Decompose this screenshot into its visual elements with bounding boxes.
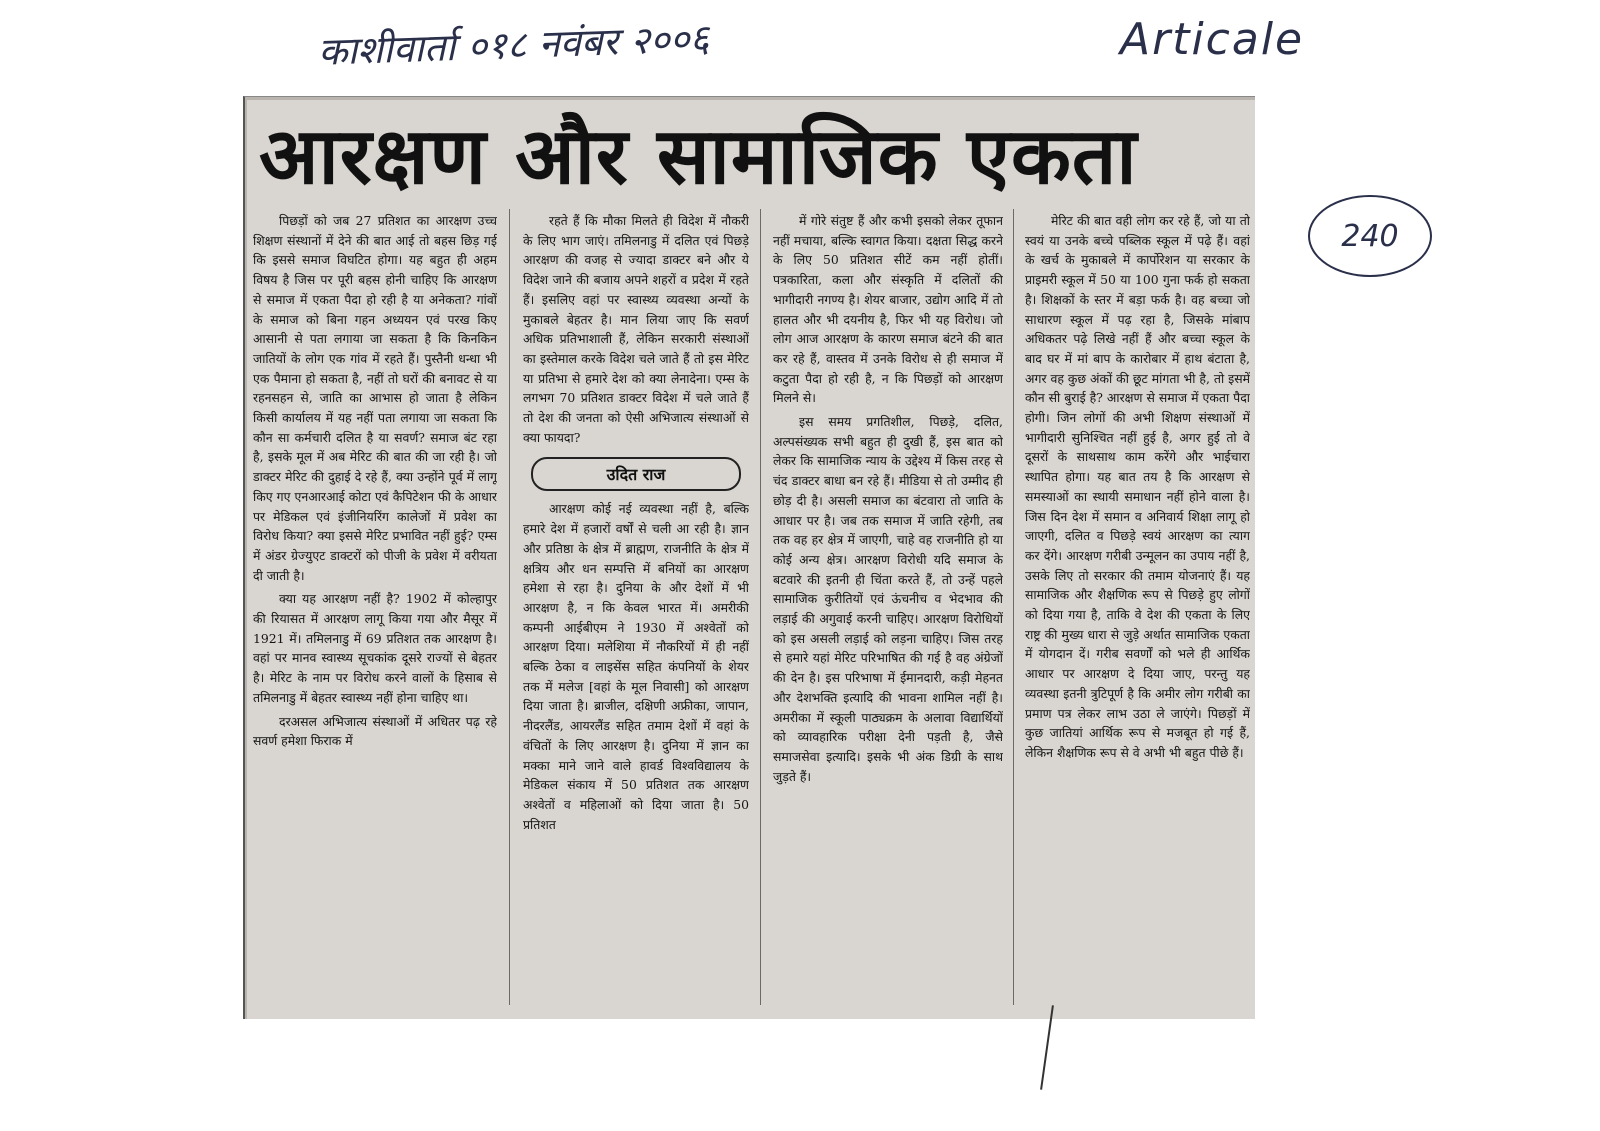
paragraph: इस समय प्रगतिशील, पिछड़े, दलित, अल्पसंख्यक सभी बहुत ही दुखी हैं, इस बात को लेकर कि सामाजिक न्याय के उद्देश्य में किस तरह से चंद डाक्टर बाधा बन रहे हैं। मीडिया से तो उम्मीद ही छोड़ दी है। असली समाज का बंटवारा तो जाति के आधार पर है। जब तक समाज में जाति रहेगी, तब तक वह हर क्षेत्र में जाएगी, चाहे वह राजनीति हो या कोई अन्य क्षेत्र। आरक्षण विरोधी यदि समाज के बटवारे की इतनी ही चिंता करते हैं, तो उन्हें पहले सामाजिक कुरीतियों एवं ऊंचनीच व भेदभाव की लड़ाई की अगुवाई करनी चाहिए। आरक्षण विरोधियों को इस असली लड़ाई को लड़ना चाहिए। जिस तरह से हमारे यहां मेरिट परिभाषित की गई है वह अंग्रेजों की देन है। इस परिभाषा में ईमानदारी, कड़ी मेहनत और देशभक्ति इत्यादि की भावना शामिल नहीं है। अमरीका में स्कूली पाठ्यक्रम के अलावा विद्यार्थियों को व्यावहारिक परीक्षा देनी पड़ती है, जैसे समाजसेवा इत्यादि। इसके भी अंक डिग्री के साथ जुड़ते हैं। (773, 414, 1003, 784)
newspaper-clipping (243, 96, 1255, 1019)
paragraph: रहते हैं कि मौका मिलते ही विदेश में नौकरी के लिए भाग जाएं। तमिलनाडु में दलित एवं पिछड़े आरक्षण की वजह से ज्यादा डाक्टर बने और ये विदेश जाने की बजाय अपने शहरों व प्रदेश में रहते हैं। इसलिए वहां पर स्वास्थ्य व्यवस्था अन्यों के मुकाबले बेहतर है। मान लिया जाए कि सवर्ण अधिक प्रतिभाशाली हैं, लेकिन सरकारी संस्थाओं का इस्तेमाल करके विदेश चले जाते हैं तो इस मेरिट या प्रतिभा से हमारे देश को क्या लेनादेना। एम्स के लगभग 70 प्रतिशत डाक्टर विदेश में चले जाते हैं तो देश की जनता को ऐसी अभिजात्य संस्थाओं से क्या फायदा? (523, 213, 749, 445)
paragraph: क्या यह आरक्षण नहीं है? 1902 में कोल्हापुर की रियासत में आरक्षण लागू किया गया और मैसूर में 1921 में। तमिलनाडु में 69 प्रतिशत तक आरक्षण है। वहां पर मानव स्वास्थ्य सूचकांक दूसरे राज्यों से बेहतर है। मेरिट के नाम पर विरोध करने वालों के हिसाब से तमिलनाडु में बेहतर स्वास्थ्य नहीं होना चाहिए था। (253, 591, 497, 705)
paragraph: पिछड़ों को जब 27 प्रतिशत का आरक्षण उच्च शिक्षण संस्थानों में देने की बात आई तो बहस छिड़ गई कि इससे समाज विघटित होगा। यह बहुत ही अहम विषय है जिस पर पूरी बहस होनी चाहिए कि आरक्षण से समाज में एकता पैदा हो रही है या अनेकता? गांवों के समाज को बिना गहन अध्ययन एवं परख किए आसानी से पता लगाया जा सकता है कि किनकिन जातियों के लोग एक गांव में रहते हैं। पुस्तैनी धन्धा भी एक पैमाना हो सकता है, नहीं तो घरों की बनावट से या रहनसहन से, जाति का आभास हो जाता है लेकिन किसी कार्यालय में यह नहीं पता लगाया जा सकता कि कौन सा कर्मचारी दलित है या सवर्ण? समाज बंट रहा है, इसके मूल में अब मेरिट की बात की जा रही है। जो डाक्टर मेरिट की दुहाई दे रहे हैं, क्या उन्होंने पूर्व में लागू किए गए एनआरआई कोटा एवं कैपिटेशन फी के आधार पर मेडिकल एवं इंजीनियरिंग कालेजों में प्रवेश का विरोध किया? क्या इससे मेरिट प्रभावित नहीं हुई? एम्स में अंडर ग्रेज्युएट डाक्टरों को पीजी के प्रवेश में वरीयता दी जाती है। (253, 213, 497, 583)
article-column-1 (253, 211, 497, 1003)
article-headline: आरक्षण और सामाजिक एकता (259, 112, 1138, 202)
article-column-4 (1025, 211, 1250, 1003)
paragraph: दरअसल अभिजात्य संस्थाओं में अधितर पढ़ रहे सवर्ण हमेशा फिराक में (253, 713, 497, 749)
handwritten-label: Articale (1120, 14, 1305, 65)
handwritten-page-number (1308, 195, 1432, 277)
column-rule (760, 209, 761, 1005)
column-rule (509, 209, 510, 1005)
paragraph: में गोरे संतुष्ट हैं और कभी इसको लेकर तूफान नहीं मचाया, बल्कि स्वागत किया। दक्षता सिद्ध करने के लिए 50 प्रतिशत सीटें कम नहीं होतीं। पत्रकारिता, कला और संस्कृति में दलितों की भागीदारी नगण्य है। शेयर बाजार, उद्योग आदि में तो हालत और भी दयनीय है, फिर भी यह विरोध। जो लोग आज आरक्षण के कारण समाज बंटने की बात कर रहे हैं, वास्तव में उनके विरोध से ही समाज में कटुता पैदा हो रही है, न कि पिछड़ों को आरक्षण मिलने से। (773, 213, 1003, 406)
paragraph: मेरिट की बात वही लोग कर रहे हैं, जो या तो स्वयं या उनके बच्चे पब्लिक स्कूल में पढ़े हैं। वहां के खर्च के मुकाबले में कार्पोरेशन या सरकार के प्राइमरी स्कूल में 50 या 100 गुना फर्क हो सकता है। शिक्षकों के स्तर में बड़ा फर्क है। वह बच्चा जो साधारण स्कूल में पढ़ रहा है, जिसके मांबाप अधिकतर पढ़े लिखे नहीं हैं और बच्चा स्कूल के बाद घर में मां बाप के कारोबार में हाथ बंटाता है, अगर वह कुछ अंकों की छूट मांगता भी है, तो इसमें कौन सी बुराई है? आरक्षण से समाज में एकता पैदा होगी। जिन लोगों की अभी शिक्षण संस्थाओं में भागीदारी सुनिश्चित नहीं हुई है, अगर हुई तो वे दूसरों के साथसाथ काम करेंगे और भाईचारा स्थापित होगा। यह बात तय है कि आरक्षण से समस्याओं का स्थायी समाधान नहीं होने वाला है। जिस दिन देश में समान व अनिवार्य शिक्षा लागू हो जाएगी, दलित व पिछड़े स्वयं आरक्षण का त्याग कर देंगे। आरक्षण गरीबी उन्मूलन का उपाय नहीं है, उसके लिए तो सरकार की तमाम योजनाएं हैं। यह सामाजिक और शैक्षणिक रूप से पिछड़े हुए लोगों को दिया गया है, ताकि वे देश की एकता के लिए राष्ट्र की मुख्य धारा से जुड़े अर्थात सामाजिक एकता में योगदान दें। गरीब सवर्णों को भले ही आर्थिक आधार पर आरक्षण दे दिया जाए, परन्तु यह व्यवस्था इतनी त्रुटिपूर्ण है कि अमीर लोग गरीबी का प्रमाण पत्र लेकर लाभ उठा ले जाएंगे। पिछड़ों में कुछ जातियां आर्थिक रूप से मजबूत हो गई हैं, लेकिन शैक्षणिक रूप से वे अभी भी बहुत पीछे हैं। (1025, 213, 1250, 760)
page-number-text: 240 (1341, 218, 1399, 254)
handwritten-source-date: काशीवार्ता ०१८ नवंबर २००६ (317, 16, 710, 74)
column-rule (1013, 209, 1014, 1005)
author-byline: उदित राज (531, 457, 741, 491)
article-column-2 (523, 211, 749, 1003)
article-column-3 (773, 211, 1003, 1003)
paragraph: आरक्षण कोई नई व्यवस्था नहीं है, बल्कि हमारे देश में हजारों वर्षों से चली आ रही है। ज्ञान और प्रतिष्ठा के क्षेत्र में ब्राह्मण, राजनीति के क्षेत्र में क्षत्रिय और धन सम्पत्ति में बनियों का आरक्षण हमेशा से रहा है। दुनिया के और देशों में भी आरक्षण है, न कि केवल भारत में। अमरीकी कम्पनी आईबीएम ने 1930 में अश्वेतों को आरक्षण दिया। मलेशिया में नौकरियों में ही नहीं बल्कि ठेका व लाइसेंस सहित कंपनियों के शेयर तक में मलेज [वहां के मूल निवासी] को आरक्षण दिया जाता है। ब्राजील, दक्षिणी अफ्रीका, जापान, नीदरलैंड, आयरलैंड सहित तमाम देशों में वहां के वंचितों के लिए आरक्षण है। दुनिया में ज्ञान का मक्का माने जाने वाले हावर्ड विश्वविद्यालय के मेडिकल संकाय में 50 प्रतिशत तक आरक्षण अश्वेतों व महिलाओं को दिया जाता है। 50 प्रतिशत (523, 501, 749, 832)
